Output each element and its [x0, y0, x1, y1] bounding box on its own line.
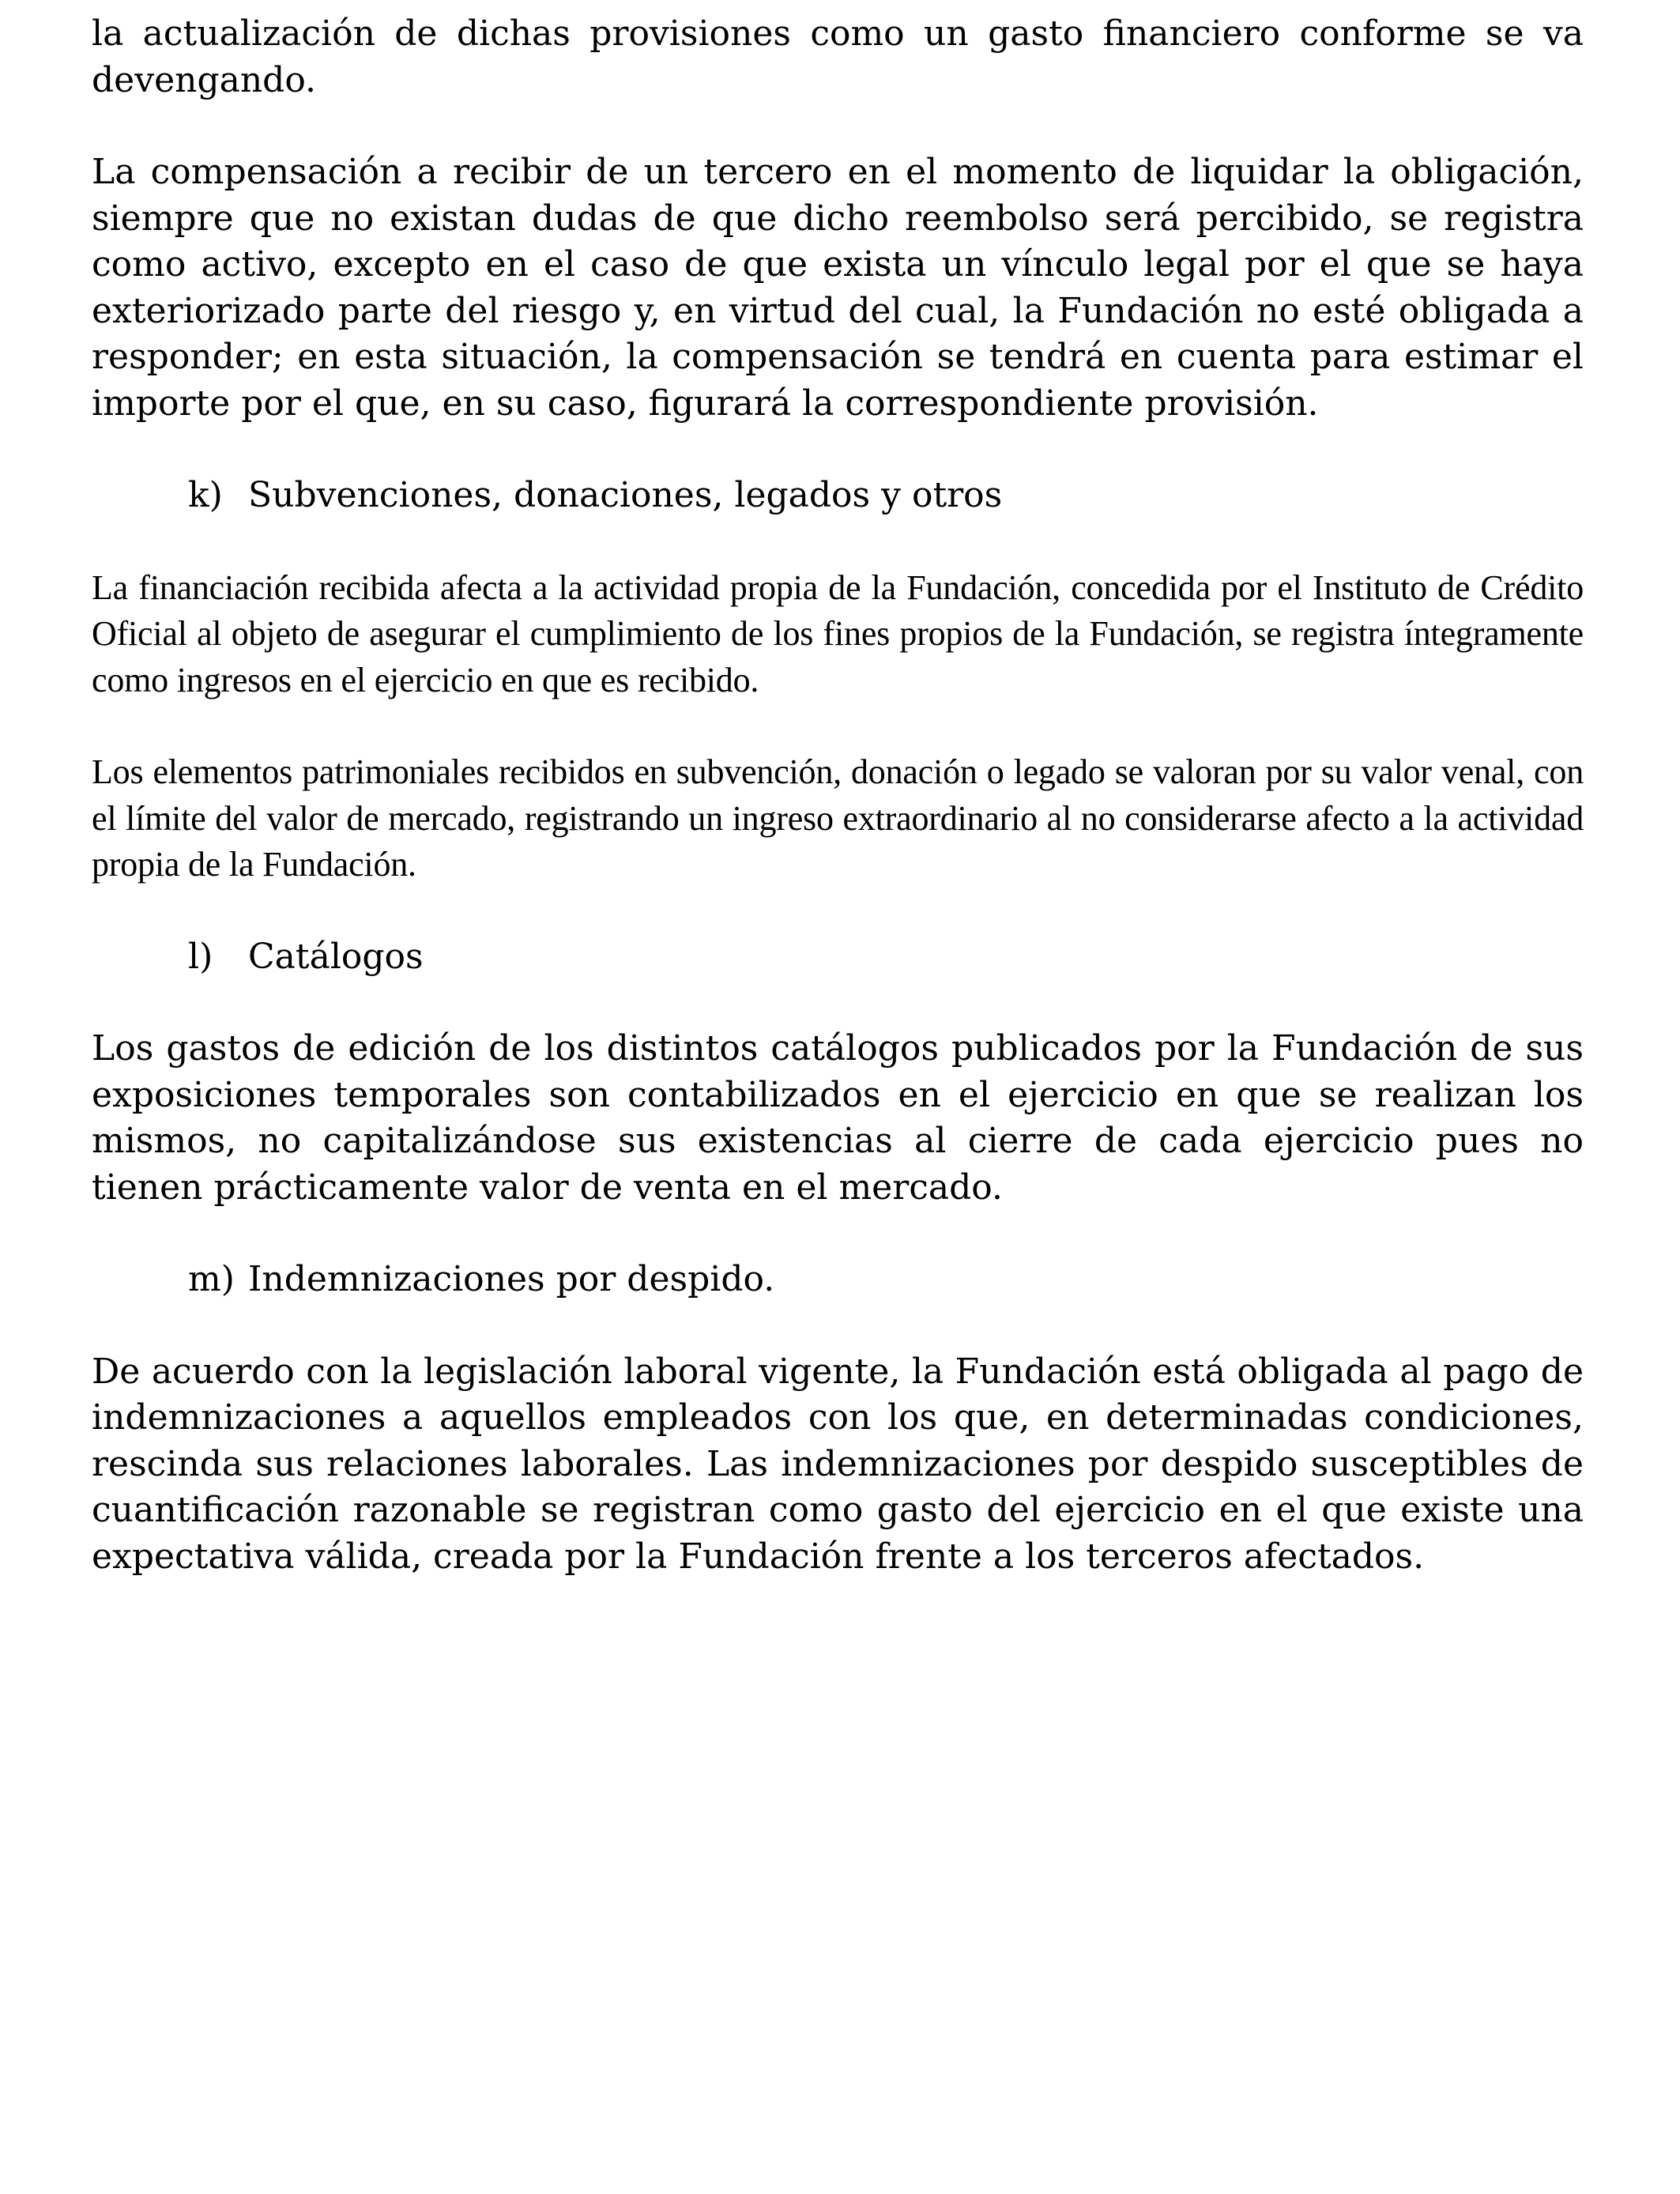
section-marker-k: k) [188, 475, 223, 515]
paragraph-provisiones-continuacion: la actualización de dichas provisiones como un gasto financiero conforme se va devengando. [92, 13, 1584, 100]
paragraph-catalogos: Los gastos de edición de los distintos catálogos publicados por la Fundación de sus exposiciones temporales son contabilizados en el ejercicio en que se realizan los mismos, no capitalizándose sus existencias al cierre de cada ejercicio pues no tienen prácticamente valor de venta en el mercado. [92, 1028, 1584, 1208]
section-title-l: Catálogos [248, 936, 424, 977]
section-title-k: Subvenciones, donaciones, legados y otros [248, 475, 1003, 515]
paragraph-indemnizaciones: De acuerdo con la legislación laboral vigente, la Fundación está obligada al pago de indemnizaciones a aquellos empleados con los que, en determinadas condiciones, rescinda sus relaciones laborales. Las indemnizaciones por despido susceptibles de cuantificación razonable se registran como gasto del ejercicio en el que existe una expectativa válida, creada por la Fundación frente a los terceros afectados. [92, 1351, 1584, 1577]
section-heading-l [92, 934, 1584, 981]
paragraph-compensacion: La compensación a recibir de un tercero en el momento de liquidar la obligación, siempre que no existan dudas de que dicho reembolso será percibido, se registra como activo, excepto en el caso de que exista un vínculo legal por el que se haya exteriorizado parte del riesgo y, en virtud del cual, la Fundación no esté obligada a responder; en esta situación, la compensación se tendrá en cuenta para estimar el importe por el que, en su caso, figurará la correspondiente provisión. [92, 152, 1584, 424]
section-marker-l: l) [188, 936, 213, 977]
section-heading-k [92, 473, 1584, 519]
paragraph-elementos-patrimoniales: Los elementos patrimoniales recibidos en subvención, donación o legado se valoran por su valor venal, con el límite del valor de mercado, registrando un ingreso extraordinario al no considerarse afecto a la actividad propia de la Fundación. [92, 752, 1584, 884]
section-title-m: Indemnizaciones por despido. [248, 1259, 775, 1299]
section-heading-m [92, 1257, 1584, 1303]
paragraph-financiacion: La financiación recibida afecta a la actividad propia de la Fundación, concedida por el Instituto de Crédito Oficial al objeto de asegurar el cumplimiento de los fines propios de la Fundación, se registra íntegramente como ingresos en el ejercicio en que es recibido. [92, 567, 1584, 699]
section-marker-m: m) [188, 1259, 235, 1299]
document-page [92, 11, 1584, 1580]
